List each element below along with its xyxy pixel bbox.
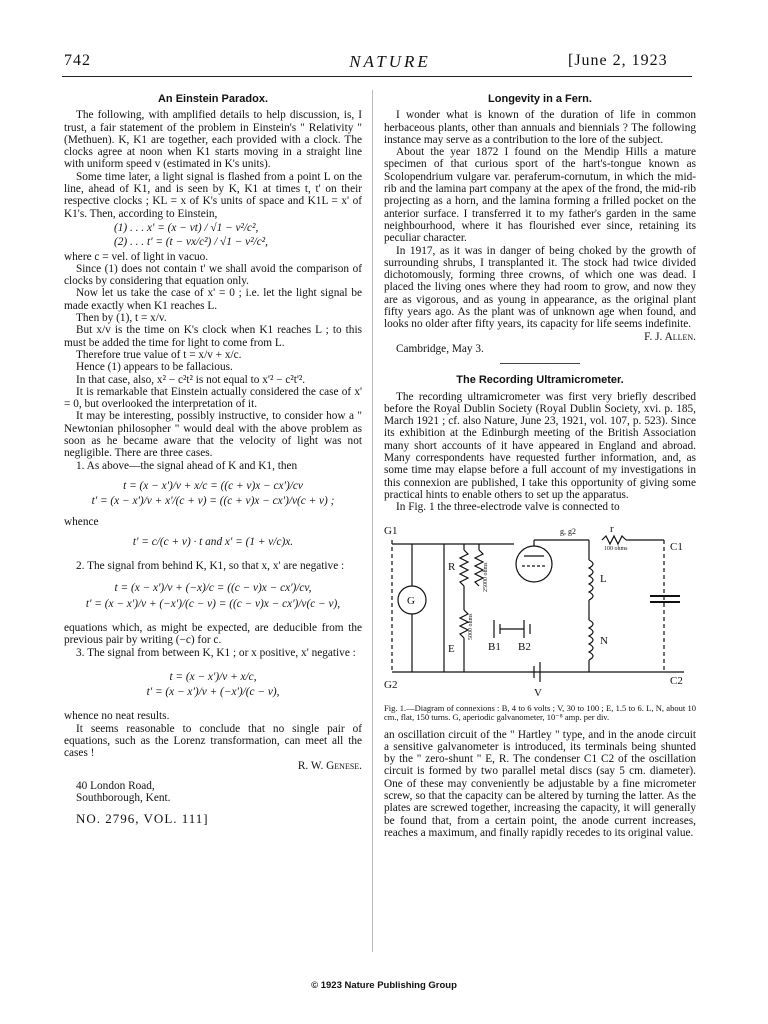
paragraph: Since (1) does not contain t' we shall avoid the comparison of clocks by considering that equation only. [64,262,362,288]
paragraph: About the year 1872 I found on the Mendip Hills a mature specimen of that curious sport of the hart's-tongue known as Scolopendrium vulgare var. peraferum-cornutum, in which the mid-rib and the lamina part company at the apex of the frond, the mid-rib projecting as a horn, and the lamina forming a frilled pocket on the anterior surface. I transferred it to my father's garden in the same neighbourhood, where it has flourished ever since, retaining its peculiar character. [384,146,696,245]
paragraph: Some time later, a light signal is flashed from a point L on the line, ahead of K1, and is seen by K, K1 at times t, t' on their respective clocks ; KL = x of K's units of space and K1L = x' of K1's. Then, according to Einstein, [64,170,362,220]
paragraph: where c = vel. of light in vacuo. [64,250,209,263]
label-c1: C1 [670,540,683,553]
label-g1: G1 [384,524,398,537]
equation-8: t = (x − x')/v + x/c, [169,670,257,683]
equation-4: t' = (x − x')/v + x'/(c + v) = ((c + v)x − cx')/v(c + v) ; [91,495,335,508]
article-title-ultramicrometer: The Recording Ultramicrometer. [456,374,624,387]
paragraph: equations which, as might be expected, are deducible from the previous pair by writing (−c) for c. [64,621,362,647]
label-e: E [448,642,455,655]
label-g: G [407,594,415,607]
figure-caption: Fig. 1.—Diagram of connexions : B, 4 to 6 volts ; V, 30 to 100 ; E, 1.5 to 6. L, N, about 10 cm., flat, 150 turns. G, aperiodic galvanometer, 10⁻⁸ amp. per div. [384,702,696,722]
paragraph: But x/v is the time on K's clock when K1 reaches L ; to this must be added the time for light to come from L. [64,324,362,349]
paragraph: Hence (1) appears to be fallacious. [76,361,233,374]
label-g2: G2 [384,678,398,691]
equation-6: t = (x − x')/v + (−x)/c = ((c − v)x − cx')/cv, [114,582,312,595]
left-column [64,93,362,825]
article-title-fern: Longevity in a Fern. [488,93,592,105]
label-c2: C2 [670,674,683,687]
author-address-line: 40 London Road, [76,779,155,792]
journal-title: NATURE [349,52,431,71]
paragraph: The recording ultramicrometer was first very briefly described before the Royal Dublin Society (Royal Dublin Society, xvi. p. 185, March 1921 ; cf. also Nature, June 23, 1921, vol. 107, p. 523). Since its exhibition at the Edinburgh meeting of the British Association many short accounts of it have appeared in England and abroad. Many correspondents have requested further information, and, as some time may elapse before a full account of my investigations in this connexion are published, I take this opportunity of giving some practical hints to enable others to set up the apparatus. [384,390,696,501]
section-separator [500,363,580,364]
label-resistor-2: 25000 ohms [483,561,489,592]
label-n: N [600,634,608,647]
paragraph: In that case, also, x² − c²t² is not equal to x'² − c²t'². [76,373,306,386]
label-b2: B2 [518,640,531,653]
equation-9: t' = (x − x')/v + (−x')/(c − v), [146,686,280,699]
dateline: Cambridge, May 3. [396,342,484,355]
label-v: V [534,686,542,699]
author-signature: F. J. Allen. [644,330,696,343]
paragraph: 3. The signal from between K, K1 ; or x positive, x' negative : [76,646,356,659]
label-b1: B1 [488,640,501,653]
header-rule [62,76,692,77]
right-column [384,93,696,839]
label-r-value: 100 ohms [604,545,628,552]
paragraph: 2. The signal from behind K, K1, so that x, x' are negative : [76,560,345,573]
author-address-line: Southborough, Kent. [76,792,171,805]
paragraph: In 1917, as it was in danger of being choked by the growth of surrounding shrubs, I transplanted it. The stock had twice divided dichotomously, forming three crowns, of which one was dead. I placed the living ones where they had room to grow, and now they are as vigorous, and as young in appearance, as the original plant fifty years ago. As the plant was of unknown age when found, and looks no older after fifty years, its capacity for life seems indefinite. [384,244,696,331]
paragraph: Then by (1), t = x/v. [76,312,167,325]
author-signature: R. W. Genese. [297,759,362,772]
equation-3: t = (x − x')/v + x/c = ((c + v)x − cx')/cv [123,479,303,492]
paragraph: Now let us take the case of x' = 0 ; i.e. let the light signal be made exactly when K1 reaches L. [64,287,362,312]
paragraph: It may be interesting, possibly instructive, to consider how a " Newtonian philosopher " would deal with the above problem as soon as he became aware that the velocity of light was not negligible. There are three cases. [64,410,362,460]
paragraph: It seems reasonable to conclude that no single pair of equations, such as the Lorenz transformation, can meet all the cases ! [64,722,362,760]
paragraph: It is remarkable that Einstein actually considered the case of x' = 0, but overlooked the interpretation of it. [64,385,362,411]
label-l: L [600,572,607,585]
equation-5: t' = c/(c + v) · t and x' = (1 + v/c)x. [132,535,294,548]
label-g-small: g, g2 [560,526,576,536]
equation-7: t' = (x − x')/v + (−x')/(c − v) = ((c − v)x − cx')/v(c − v), [85,597,341,610]
paragraph: 1. As above—the signal ahead of K and K1, then [76,459,298,472]
equation-1: (1) . . . x' = (x − vt) / √1 − v²/c², [114,221,259,234]
issue-date: [June 2, 1923 [568,52,668,69]
paragraph: whence [64,515,99,528]
paragraph: Therefore true value of t = x/v + x/c. [76,348,242,361]
circuit-diagram [384,520,696,700]
copyright-footer: © 1923 Nature Publishing Group [311,980,457,991]
label-r-small: r [610,522,614,535]
paragraph: whence no neat results. [64,710,170,723]
label-r: R [448,560,456,573]
paragraph: I wonder what is known of the duration of life in common herbaceous plants, other than annuals and biennials ? The following instance may serve as a contribution to the lore of the subject. [384,109,696,146]
paragraph: The following, with amplified details to help discussion, is, I trust, a fair statement of the problem in Einstein's " Relativity " (Methuen). K, K1 are together, each provided with a clock. The clocks agree at noon when K1 starts moving in a straight line with uniform speed v (estimated in K's units). [64,109,362,171]
volume-number: NO. 2796, VOL. 111] [76,810,209,826]
paragraph: In Fig. 1 the three-electrode valve is connected to [396,501,620,514]
column-divider [372,90,373,952]
equation-2: (2) . . . t' = (t − vx/c²) / √1 − v²/c², [114,236,268,249]
paragraph: an oscillation circuit of the " Hartley " type, and in the anode circuit a sensitive galvanometer is introduced, its terminals being shunted by the " zero-shunt " E, R. The condenser C1 C2 of the oscillation circuit is formed by two parallel metal discs (say 5 cm. diameter). One of these may conveniently be adjustable by a fine micrometer screw, so that the capacity can be altered by turning the latter. As the plates are screwed together, increasing the capacity, it will generally be found that, from a certain point, the anode current increases, reaches a maximum, and finally rapidly recedes to its original value. [384,728,696,839]
page-number: 742 [64,52,91,69]
article-title-einstein: An Einstein Paradox. [157,93,269,105]
label-resistor-1: 5000 ohms [468,612,474,640]
